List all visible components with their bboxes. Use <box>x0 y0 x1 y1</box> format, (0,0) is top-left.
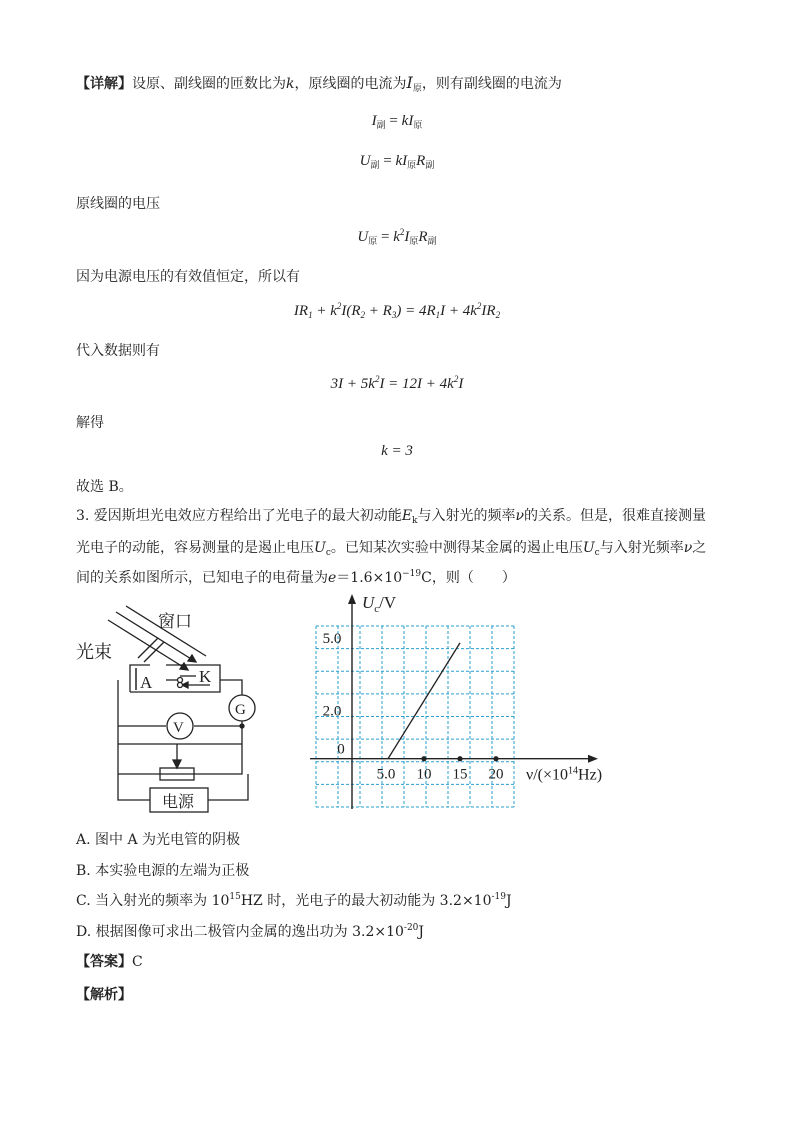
label-constant: 因为电源电压的有效值恒定，所以有 <box>76 269 300 285</box>
y-tick-label: 2.0 <box>322 703 342 720</box>
y-axis-label: $U_c/V$ <box>362 593 397 615</box>
analysis-tag: 【解析】 <box>76 987 132 1003</box>
y-axis-arrow <box>348 594 356 604</box>
right-top-wire <box>220 680 242 695</box>
label-primary-voltage: 原线圈的电压 <box>76 196 160 212</box>
analysis-line <box>76 984 132 1004</box>
left-wire <box>118 680 248 800</box>
electron-1 <box>178 678 183 683</box>
anode-label: A <box>140 673 153 692</box>
detail-tag: 【详解】 <box>76 76 132 92</box>
question-line-2: 光电子的动能，容易测量的是遏止电压$U_c$。已知某次实验中测得某金属的遏止电压$U_c$与入射光频率ν之 <box>76 540 707 558</box>
y-tick-label: 5.0 <box>322 631 342 648</box>
cathode-label: K <box>199 667 212 686</box>
data-point <box>493 756 498 761</box>
data-point <box>421 756 426 761</box>
y-tick-label: 0 <box>337 741 345 758</box>
detail-intro: 【详解】设原、副线圈的匝数比为k，原线圈的电流为$I_原$，则有副线圈的电流为 <box>76 73 562 94</box>
uc-frequency-chart <box>290 588 630 810</box>
option-c: C. 当入射光的频率为 $10^{15}HZ$ 时，光电子的最大初动能为 $3.2\times 10^{-19}J$ <box>76 892 512 909</box>
data-point <box>457 756 462 761</box>
label-substitute: 代入数据则有 <box>76 343 160 359</box>
answer-value: C <box>132 954 143 970</box>
chart-series <box>388 643 499 761</box>
x-tick-label: 10 <box>416 766 432 783</box>
option-b: B. 本实验电源的左端为正极 <box>76 863 250 879</box>
beam-arrowhead <box>180 663 188 670</box>
equation-3: $U_原 = k^2I_原R_副$ <box>357 227 437 246</box>
equation-5: $3I + 5k^2I = 12I + 4k^2I$ <box>330 374 464 392</box>
x-tick-label: 5.0 <box>376 766 396 783</box>
voltmeter-label: V <box>173 720 184 736</box>
electron-2 <box>178 683 183 688</box>
window-label: 窗口 <box>158 612 192 631</box>
x-tick-label: 20 <box>488 766 504 783</box>
equation-4: $IR_1 + k^2I(R_2 + R_3) = 4R_1I + 4k^2IR_2$ <box>293 301 501 320</box>
power-source-label: 电源 <box>162 794 195 811</box>
option-a: A. 图中 A 为光电管的阴极 <box>76 832 241 848</box>
answer-line <box>76 951 143 971</box>
circuit-diagram <box>70 600 290 815</box>
label-solve: 解得 <box>76 415 104 431</box>
answer-tag: 【答案】 <box>76 954 132 970</box>
series-line <box>388 643 460 759</box>
equation-1: $I_副 = kI_原$ <box>371 113 423 130</box>
question-line-3: 间的关系如图所示，已知电子的电荷量为$e=1.6\times 10^{-19}C$，则（ ） <box>76 569 516 586</box>
x-axis-arrow <box>588 755 598 763</box>
equation-6: k = 3 <box>381 443 413 459</box>
option-d: D. 根据图像可求出二极管内金属的逸出功为 $3.2\times 10^{-20}J$ <box>76 923 425 940</box>
chart-labels <box>323 593 602 784</box>
equation-2: $U_副 = kI_原R_副$ <box>359 153 435 170</box>
x-tick-label: 15 <box>452 766 468 783</box>
beam-label: 光束 <box>76 642 112 662</box>
x-axis-label: $\nu/(\times 10^{14}Hz)$ <box>526 765 603 784</box>
question-line-1: 3. 爱因斯坦光电效应方程给出了光电子的最大初动能$E_k$与入射光的频率ν的关系。但是，很难直接测量 <box>76 508 707 526</box>
conclusion: 故选 B。 <box>76 479 133 495</box>
galvanometer-label: G <box>235 702 246 718</box>
